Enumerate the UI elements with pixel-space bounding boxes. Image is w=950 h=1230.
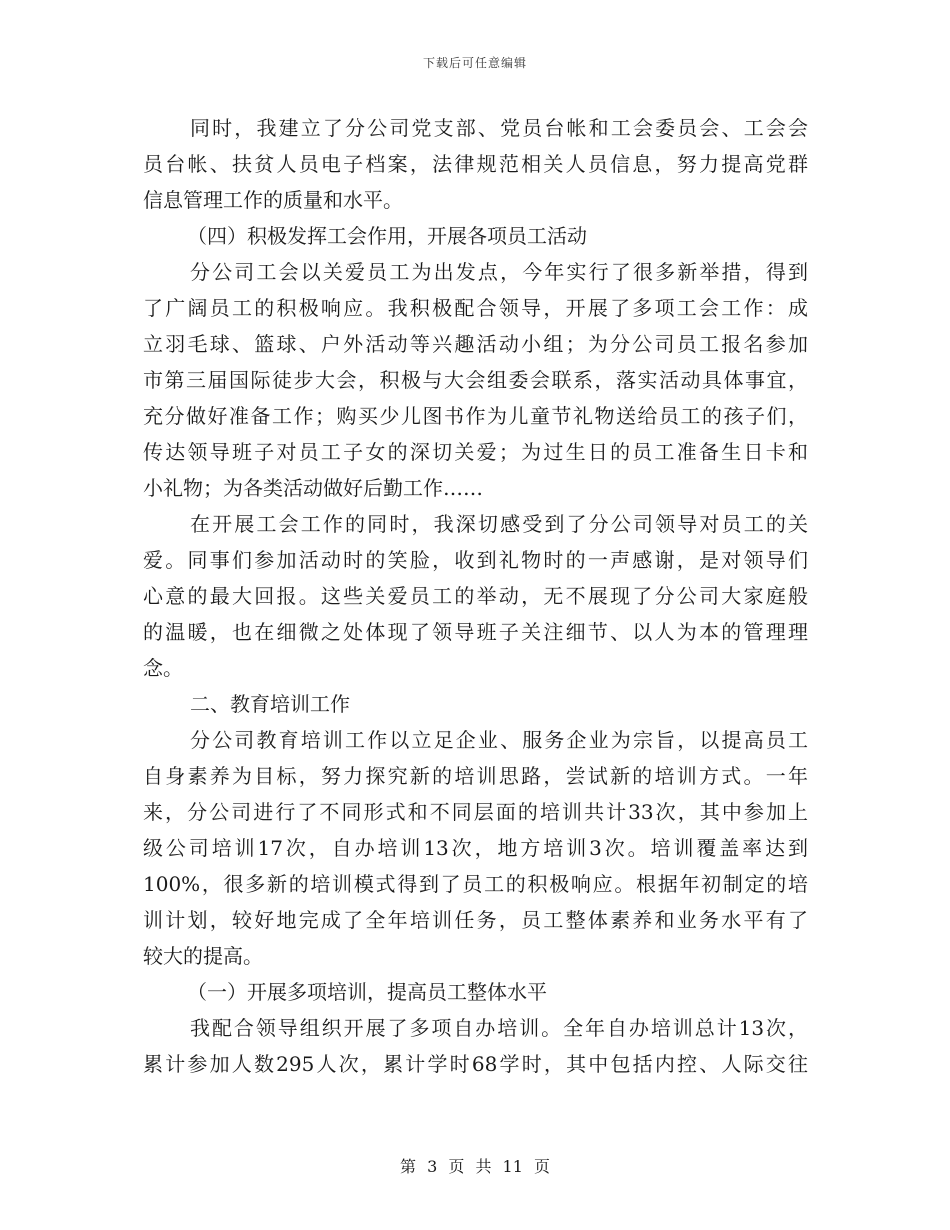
document-body [143,110,808,1082]
paragraph [143,1010,808,1082]
text-line: 爱。同事们参加活动时的笑脸，收到礼物时的一声感谢，是对领导们 [143,548,808,572]
text-line: 我配合领导组织开展了多项自办培训。全年自办培训总计13次， [190,1016,808,1040]
text-line: 心意的最大回报。这些关爱员工的举动，无不展现了分公司大家庭般 [143,584,808,608]
text-line: 小礼物；为各类活动做好后勤工作…… [143,476,483,500]
text-line: 训计划，较好地完成了全年培训任务，员工整体素养和业务水平有了 [143,908,808,932]
text-line: 级公司培训17次，自办培训13次，地方培训3次。培训覆盖率达到 [143,836,808,860]
text-line: 100%，很多新的培训模式得到了员工的积极响应。根据年初制定的培 [143,872,808,896]
text-line: 了广阔员工的积极响应。我积极配合领导，开展了多项工会工作：成 [143,296,808,320]
text-line: 累计参加人数295人次，累计学时68学时，其中包括内控、人际交往 [143,1052,808,1076]
text-line: 同时，我建立了分公司党支部、党员台帐和工会委员会、工会会 [190,116,808,140]
text-line: 在开展工会工作的同时，我深切感受到了分公司领导对员工的关 [190,512,808,536]
text-line: 立羽毛球、篮球、户外活动等兴趣活动小组；为分公司员工报名参加 [143,332,808,356]
paragraph [143,110,808,218]
text-line: 信息管理工作的质量和水平。 [143,188,403,212]
text-line: 市第三届国际徒步大会，积极与大会组委会联系，落实活动具体事宜， [143,368,808,392]
text-line: 分公司工会以关爱员工为出发点，今年实行了很多新举措，得到 [190,260,808,284]
section-heading: 二、教育培训工作 [190,692,350,716]
text-line: 念。 [143,656,183,680]
text-line: 较大的提高。 [143,944,263,968]
section-heading: （一）开展多项培训，提高员工整体水平 [187,980,547,1004]
text-line: 自身素养为目标，努力探究新的培训思路，尝试新的培训方式。一年 [143,764,808,788]
text-line: 员台帐、扶贫人员电子档案，法律规范相关人员信息，努力提高党群 [143,152,808,176]
section-heading: （四）积极发挥工会作用，开展各项员工活动 [187,224,587,248]
paragraph [143,722,808,974]
page-header: 下载后可任意编辑 [422,56,527,70]
page-number: 第 3 页 共 11 页 [400,1157,550,1176]
paragraph [143,506,808,686]
text-line: 传达领导班子对员工子女的深切关爱；为过生日的员工准备生日卡和 [143,440,808,464]
text-line: 充分做好准备工作；购买少儿图书作为儿童节礼物送给员工的孩子们， [143,404,808,428]
text-line: 的温暖，也在细微之处体现了领导班子关注细节、以人为本的管理理 [143,620,808,644]
text-line: 分公司教育培训工作以立足企业、服务企业为宗旨，以提高员工 [190,728,808,752]
text-line: 来，分公司进行了不同形式和不同层面的培训共计33次，其中参加上 [143,800,808,824]
paragraph [143,254,808,506]
